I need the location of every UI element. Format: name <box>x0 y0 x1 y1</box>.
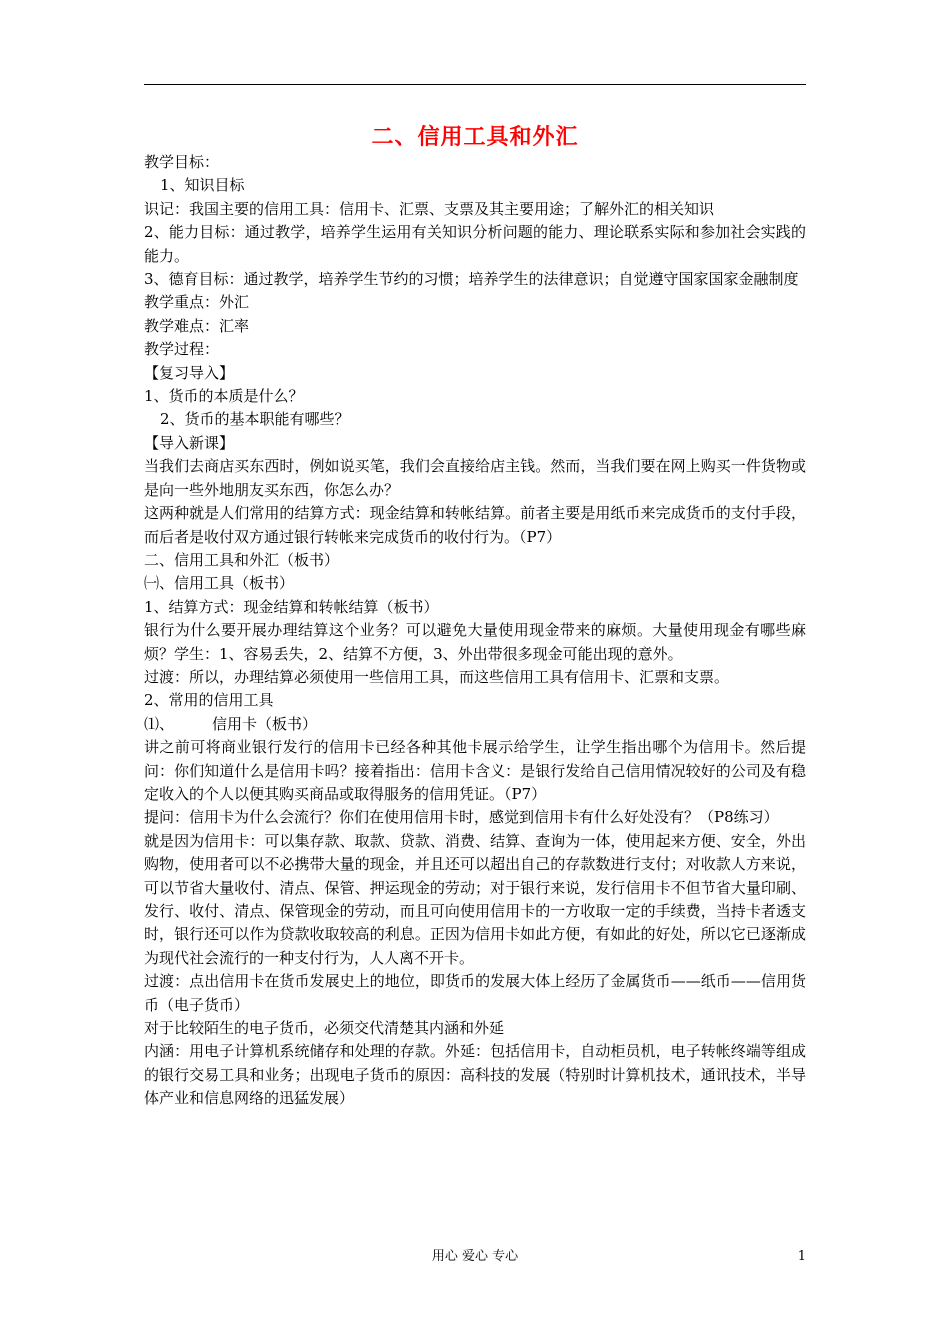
list-marker: ⑴、 <box>144 714 175 733</box>
paragraph: 1、结算方式：现金结算和转帐结算（板书） <box>144 597 439 616</box>
page-number: 1 <box>797 1249 806 1264</box>
paragraph: 教学目标： <box>144 153 220 171</box>
paragraph: 3、德育目标：通过教学，培养学生节约的习惯；培养学生的法律意识；自觉遵守国家国家金融制度 <box>144 270 799 289</box>
paragraph: 二、信用工具和外汇（板书） <box>144 550 340 569</box>
header-rule <box>144 84 806 85</box>
footer-text: 用心 爱心 专心 <box>431 1249 519 1264</box>
paragraph: 提问：信用卡为什么会流行？你们在使用信用卡时，感觉到信用卡有什么好处没有？（P8练习） <box>144 808 779 827</box>
paragraph: 就是因为信用卡：可以集存款、取款、贷款、消费、结算、查询为一体，使用起来方便、安全，外出购物，使用者可以不必携带大量的现金，并且还可以超出自己的存款数进行支付；对收款人方来说，可以节省大量收付、清点、保管、押运现金的劳动；对于银行来说，发行信用卡不但节省大量印刷、发行、收付、清点、保管现金的劳动，而且可向使用信用卡的一方收取一定的手续费，当持卡者透支时，银行还可以作为贷款收取较高的利息。正因为信用卡如此方便，有如此的好处，所以它已逐渐成为现代社会流行的一种支付行为，人人离不开卡。 <box>144 831 806 967</box>
document-body <box>144 151 806 1111</box>
paragraph: 银行为什么要开展办理结算这个业务？可以避免大量使用现金带来的麻烦。大量使用现金有哪些麻烦？学生：1、容易丢失，2、结算不方便，3、外出带很多现金可能出现的意外。 <box>144 621 806 663</box>
paragraph: 识记：我国主要的信用工具：信用卡、汇票、支票及其主要用途；了解外汇的相关知识 <box>144 199 715 218</box>
list-item-text: 信用卡（板书） <box>212 714 318 733</box>
list-item <box>144 713 806 736</box>
paragraph: 1、货币的本质是什么？ <box>144 387 304 406</box>
paragraph: 2、货币的基本职能有哪些？ <box>160 410 350 429</box>
paragraph: 讲之前可将商业银行发行的信用卡已经各种其他卡展示给学生，让学生指出哪个为信用卡。然后提问：你们知道什么是信用卡吗？接着指出：信用卡含义：是银行发给自己信用情况较好的公司及有稳定收入的个人以便其购买商品或取得服务的信用凭证。（P7） <box>144 738 806 803</box>
page-title: 二、信用工具和外汇 <box>371 124 579 150</box>
paragraph: 1、知识目标 <box>160 176 245 195</box>
paragraph: 过渡：点出信用卡在货币发展史上的地位，即货币的发展大体上经历了金属货币——纸币——信用货币（电子货币） <box>144 972 806 1014</box>
paragraph: 教学重点：外汇 <box>144 293 250 312</box>
paragraph: 教学过程： <box>144 340 220 359</box>
paragraph: 当我们去商店买东西时，例如说买笔，我们会直接给店主钱。然而，当我们要在网上购买一件货物或是向一些外地朋友买东西，你怎么办？ <box>144 457 806 499</box>
section-heading: 【复习导入】 <box>144 363 235 382</box>
paragraph: ㈠、信用工具（板书） <box>144 574 295 593</box>
paragraph: 这两种就是人们常用的结算方式：现金结算和转帐结算。前者主要是用纸币来完成货币的支付手段，而后者是收付双方通过银行转帐来完成货币的收付行为。（P7） <box>144 504 806 546</box>
paragraph: 过渡：所以，办理结算必须使用一些信用工具，而这些信用工具有信用卡、汇票和支票。 <box>144 667 730 686</box>
paragraph: 对于比较陌生的电子货币，必须交代清楚其内涵和外延 <box>144 1019 505 1038</box>
paragraph: 2、常用的信用工具 <box>144 691 274 710</box>
paragraph: 内涵：用电子计算机系统储存和处理的存款。外延：包括信用卡，自动柜员机，电子转帐终端等组成的银行交易工具和业务；出现电子货币的原因：高科技的发展（特别时计算机技术，通讯技术，半导体产业和信息网络的迅猛发展） <box>144 1042 806 1108</box>
section-heading: 【导入新课】 <box>144 433 235 452</box>
paragraph: 教学难点：汇率 <box>144 316 250 335</box>
paragraph: 2、能力目标：通过教学，培养学生运用有关知识分析问题的能力、理论联系实际和参加社会实践的能力。 <box>144 223 806 265</box>
